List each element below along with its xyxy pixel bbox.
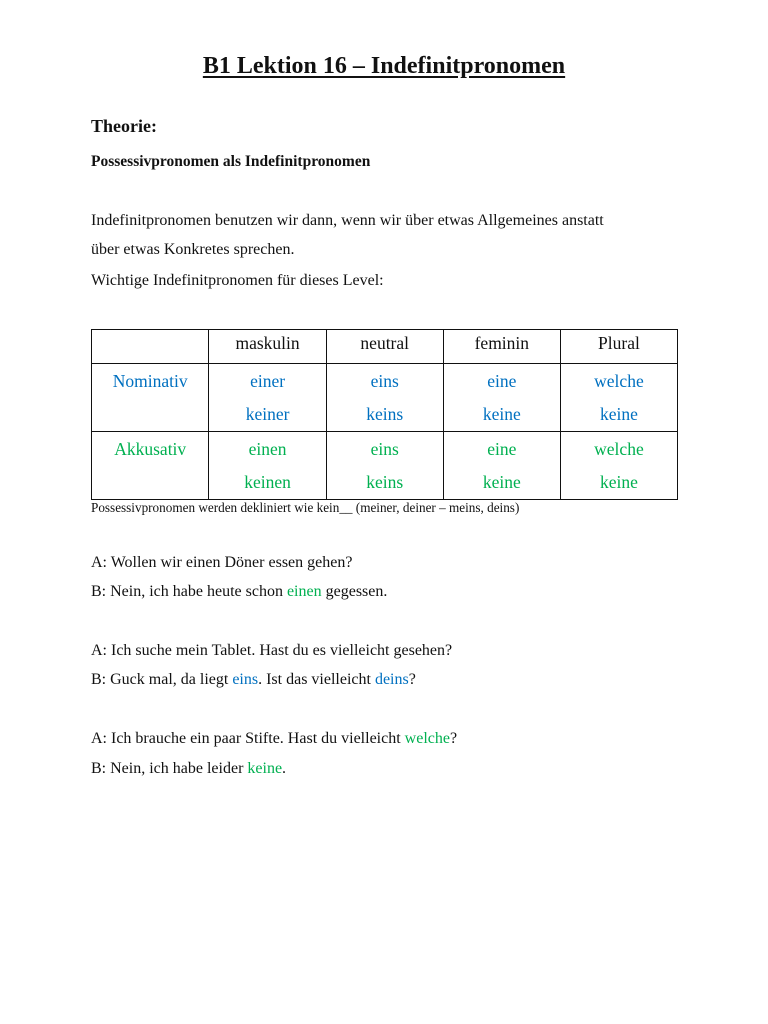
case-label: Nominativ bbox=[92, 364, 209, 432]
text: ? bbox=[449, 730, 458, 747]
text: gegessen. bbox=[321, 583, 388, 600]
table-cell bbox=[326, 364, 443, 432]
dialogue-line bbox=[91, 671, 416, 689]
form: eine bbox=[487, 439, 517, 459]
highlight: eins bbox=[232, 671, 259, 688]
dialogue-line bbox=[91, 730, 457, 748]
header-cell bbox=[92, 330, 209, 364]
header-cell: maskulin bbox=[209, 330, 326, 364]
table-row-nominativ bbox=[92, 364, 678, 432]
text: ? bbox=[408, 671, 416, 688]
pronoun-table bbox=[91, 329, 678, 500]
table-header-row bbox=[92, 330, 678, 364]
dialogue-line: A: Wollen wir einen Döner essen gehen? bbox=[91, 554, 353, 571]
table-row-akkusativ bbox=[92, 432, 678, 500]
dialogue-line bbox=[91, 760, 286, 778]
form: eins bbox=[370, 371, 399, 391]
highlight: einen bbox=[286, 583, 322, 600]
header-cell: feminin bbox=[443, 330, 560, 364]
form: keine bbox=[482, 472, 521, 492]
form: keine bbox=[482, 404, 521, 424]
table-cell bbox=[209, 364, 326, 432]
form: keine bbox=[599, 472, 638, 492]
table-cell bbox=[443, 432, 560, 500]
table-cell bbox=[326, 432, 443, 500]
form: welche bbox=[594, 371, 644, 391]
form: einen bbox=[248, 439, 287, 459]
text: . bbox=[282, 760, 287, 777]
header-cell: neutral bbox=[326, 330, 443, 364]
highlight: welche bbox=[404, 730, 450, 747]
form: keiner bbox=[245, 404, 290, 424]
intro-line: Wichtige Indefinitpronomen für dieses Level: bbox=[91, 272, 384, 289]
text: B: Nein, ich habe leider bbox=[91, 760, 248, 777]
text: B: Nein, ich habe heute schon bbox=[91, 583, 287, 600]
form: eins bbox=[370, 439, 399, 459]
subheading: Possessivpronomen als Indefinitpronomen bbox=[91, 153, 371, 170]
intro-line: Indefinitpronomen benutzen wir dann, wenn wir über etwas Allgemeines anstatt bbox=[91, 212, 604, 229]
highlight: deins bbox=[374, 671, 409, 688]
form: welche bbox=[594, 439, 644, 459]
form: keins bbox=[366, 472, 404, 492]
dialogue-line: A: Ich suche mein Tablet. Hast du es vielleicht gesehen? bbox=[91, 642, 453, 659]
text: B: Guck mal, da liegt bbox=[91, 671, 233, 688]
text: A: Ich brauche ein paar Stifte. Hast du vielleicht bbox=[91, 730, 405, 747]
form: keine bbox=[599, 404, 638, 424]
case-label: Akkusativ bbox=[92, 432, 209, 500]
intro-line: über etwas Konkretes sprechen. bbox=[91, 241, 295, 258]
table-cell bbox=[209, 432, 326, 500]
table-cell bbox=[560, 432, 677, 500]
form: keins bbox=[366, 404, 404, 424]
table-caption: Possessivpronomen werden dekliniert wie kein__ (meiner, deiner – meins, deins) bbox=[91, 500, 520, 515]
highlight: keine bbox=[247, 760, 283, 777]
form: einer bbox=[250, 371, 286, 391]
form: eine bbox=[487, 371, 517, 391]
table-cell bbox=[443, 364, 560, 432]
header-cell: Plural bbox=[560, 330, 677, 364]
form: keinen bbox=[244, 472, 291, 492]
text: . Ist das vielleicht bbox=[258, 671, 375, 688]
dialogue-line bbox=[91, 583, 387, 601]
section-heading: Theorie: bbox=[91, 116, 157, 136]
page-title: B1 Lektion 16 – Indefinitpronomen bbox=[202, 53, 566, 79]
table-cell bbox=[560, 364, 677, 432]
